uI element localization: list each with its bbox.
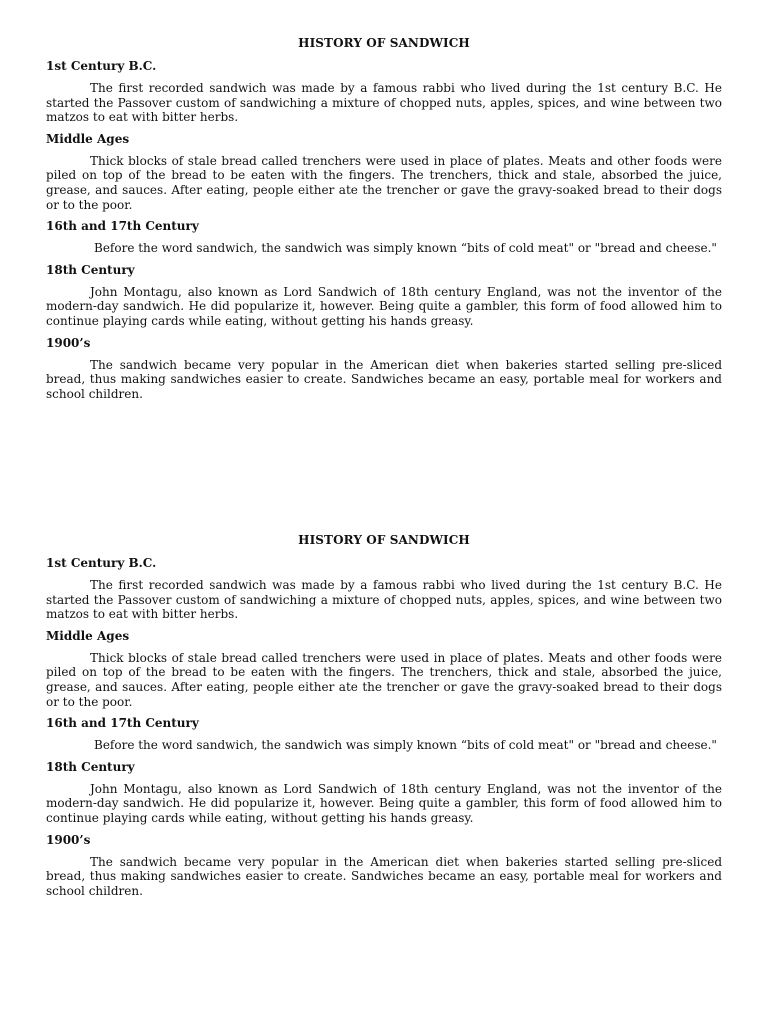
section-heading-middle-ages: Middle Ages <box>46 628 130 643</box>
section-heading-18th-century: 18th Century <box>46 759 135 774</box>
section-heading-middle-ages: Middle Ages <box>46 131 130 146</box>
section-body-1st-century: The first recorded sandwich was made by a famous rabbi who lived during the 1st century B.C. He started the Passover custom of sandwiching a mixture of chopped nuts, apples, spices, and wine between two matzos to eat with bitter herbs. <box>46 81 722 125</box>
section-heading-1900s: 1900’s <box>46 335 91 350</box>
section-body-16th-17th-century: Before the word sandwich, the sandwich was simply known “bits of cold meat" or "bread and cheese." <box>94 738 717 753</box>
section-heading-1st-century: 1st Century B.C. <box>46 556 157 570</box>
section-body-18th-century: John Montagu, also known as Lord Sandwich of 18th century England, was not the inventor of the modern-day sandwich. He did popularize it, however. Being quite a gambler, this form of food allowed him to continue playing cards while eating, without getting his hands greasy. <box>46 781 722 825</box>
section-heading-16th-17th-century: 16th and 17th Century <box>46 219 199 234</box>
section-body-middle-ages: Thick blocks of stale bread called trenchers were used in place of plates. Meats and other foods were piled on top of the bread to be eaten with the fingers. The trenchers, thick and stale, absorbed the juice, grease, and sauces. After eating, people either ate the trencher or gave the gravy-soaked bread to their dogs or to the poor. <box>46 650 722 709</box>
section-body-1900s: The sandwich became very popular in the American diet when bakeries started selling pre-sliced bread, thus making sandwiches easier to create. Sandwiches became an easy, portable meal for workers and school children. <box>46 854 722 898</box>
document-copy-bottom <box>46 533 722 905</box>
section-heading-1st-century: 1st Century B.C. <box>46 59 157 73</box>
section-heading-16th-17th-century: 16th and 17th Century <box>46 716 199 731</box>
section-body-1900s: The sandwich became very popular in the American diet when bakeries started selling pre-sliced bread, thus making sandwiches easier to create. Sandwiches became an easy, portable meal for workers and school children. <box>46 357 722 401</box>
section-heading-18th-century: 18th Century <box>46 262 135 277</box>
section-body-18th-century: John Montagu, also known as Lord Sandwich of 18th century England, was not the inventor of the modern-day sandwich. He did popularize it, however. Being quite a gambler, this form of food allowed him to continue playing cards while eating, without getting his hands greasy. <box>46 284 722 328</box>
document-title: HISTORY OF SANDWICH <box>298 533 470 547</box>
section-heading-1900s: 1900’s <box>46 832 91 847</box>
document-copy-top <box>46 36 722 408</box>
section-body-middle-ages: Thick blocks of stale bread called trenchers were used in place of plates. Meats and other foods were piled on top of the bread to be eaten with the fingers. The trenchers, thick and stale, absorbed the juice, grease, and sauces. After eating, people either ate the trencher or gave the gravy-soaked bread to their dogs or to the poor. <box>46 153 722 212</box>
section-body-16th-17th-century: Before the word sandwich, the sandwich was simply known “bits of cold meat" or "bread and cheese." <box>94 241 717 256</box>
section-body-1st-century: The first recorded sandwich was made by a famous rabbi who lived during the 1st century B.C. He started the Passover custom of sandwiching a mixture of chopped nuts, apples, spices, and wine between two matzos to eat with bitter herbs. <box>46 578 722 622</box>
document-title: HISTORY OF SANDWICH <box>298 36 470 50</box>
